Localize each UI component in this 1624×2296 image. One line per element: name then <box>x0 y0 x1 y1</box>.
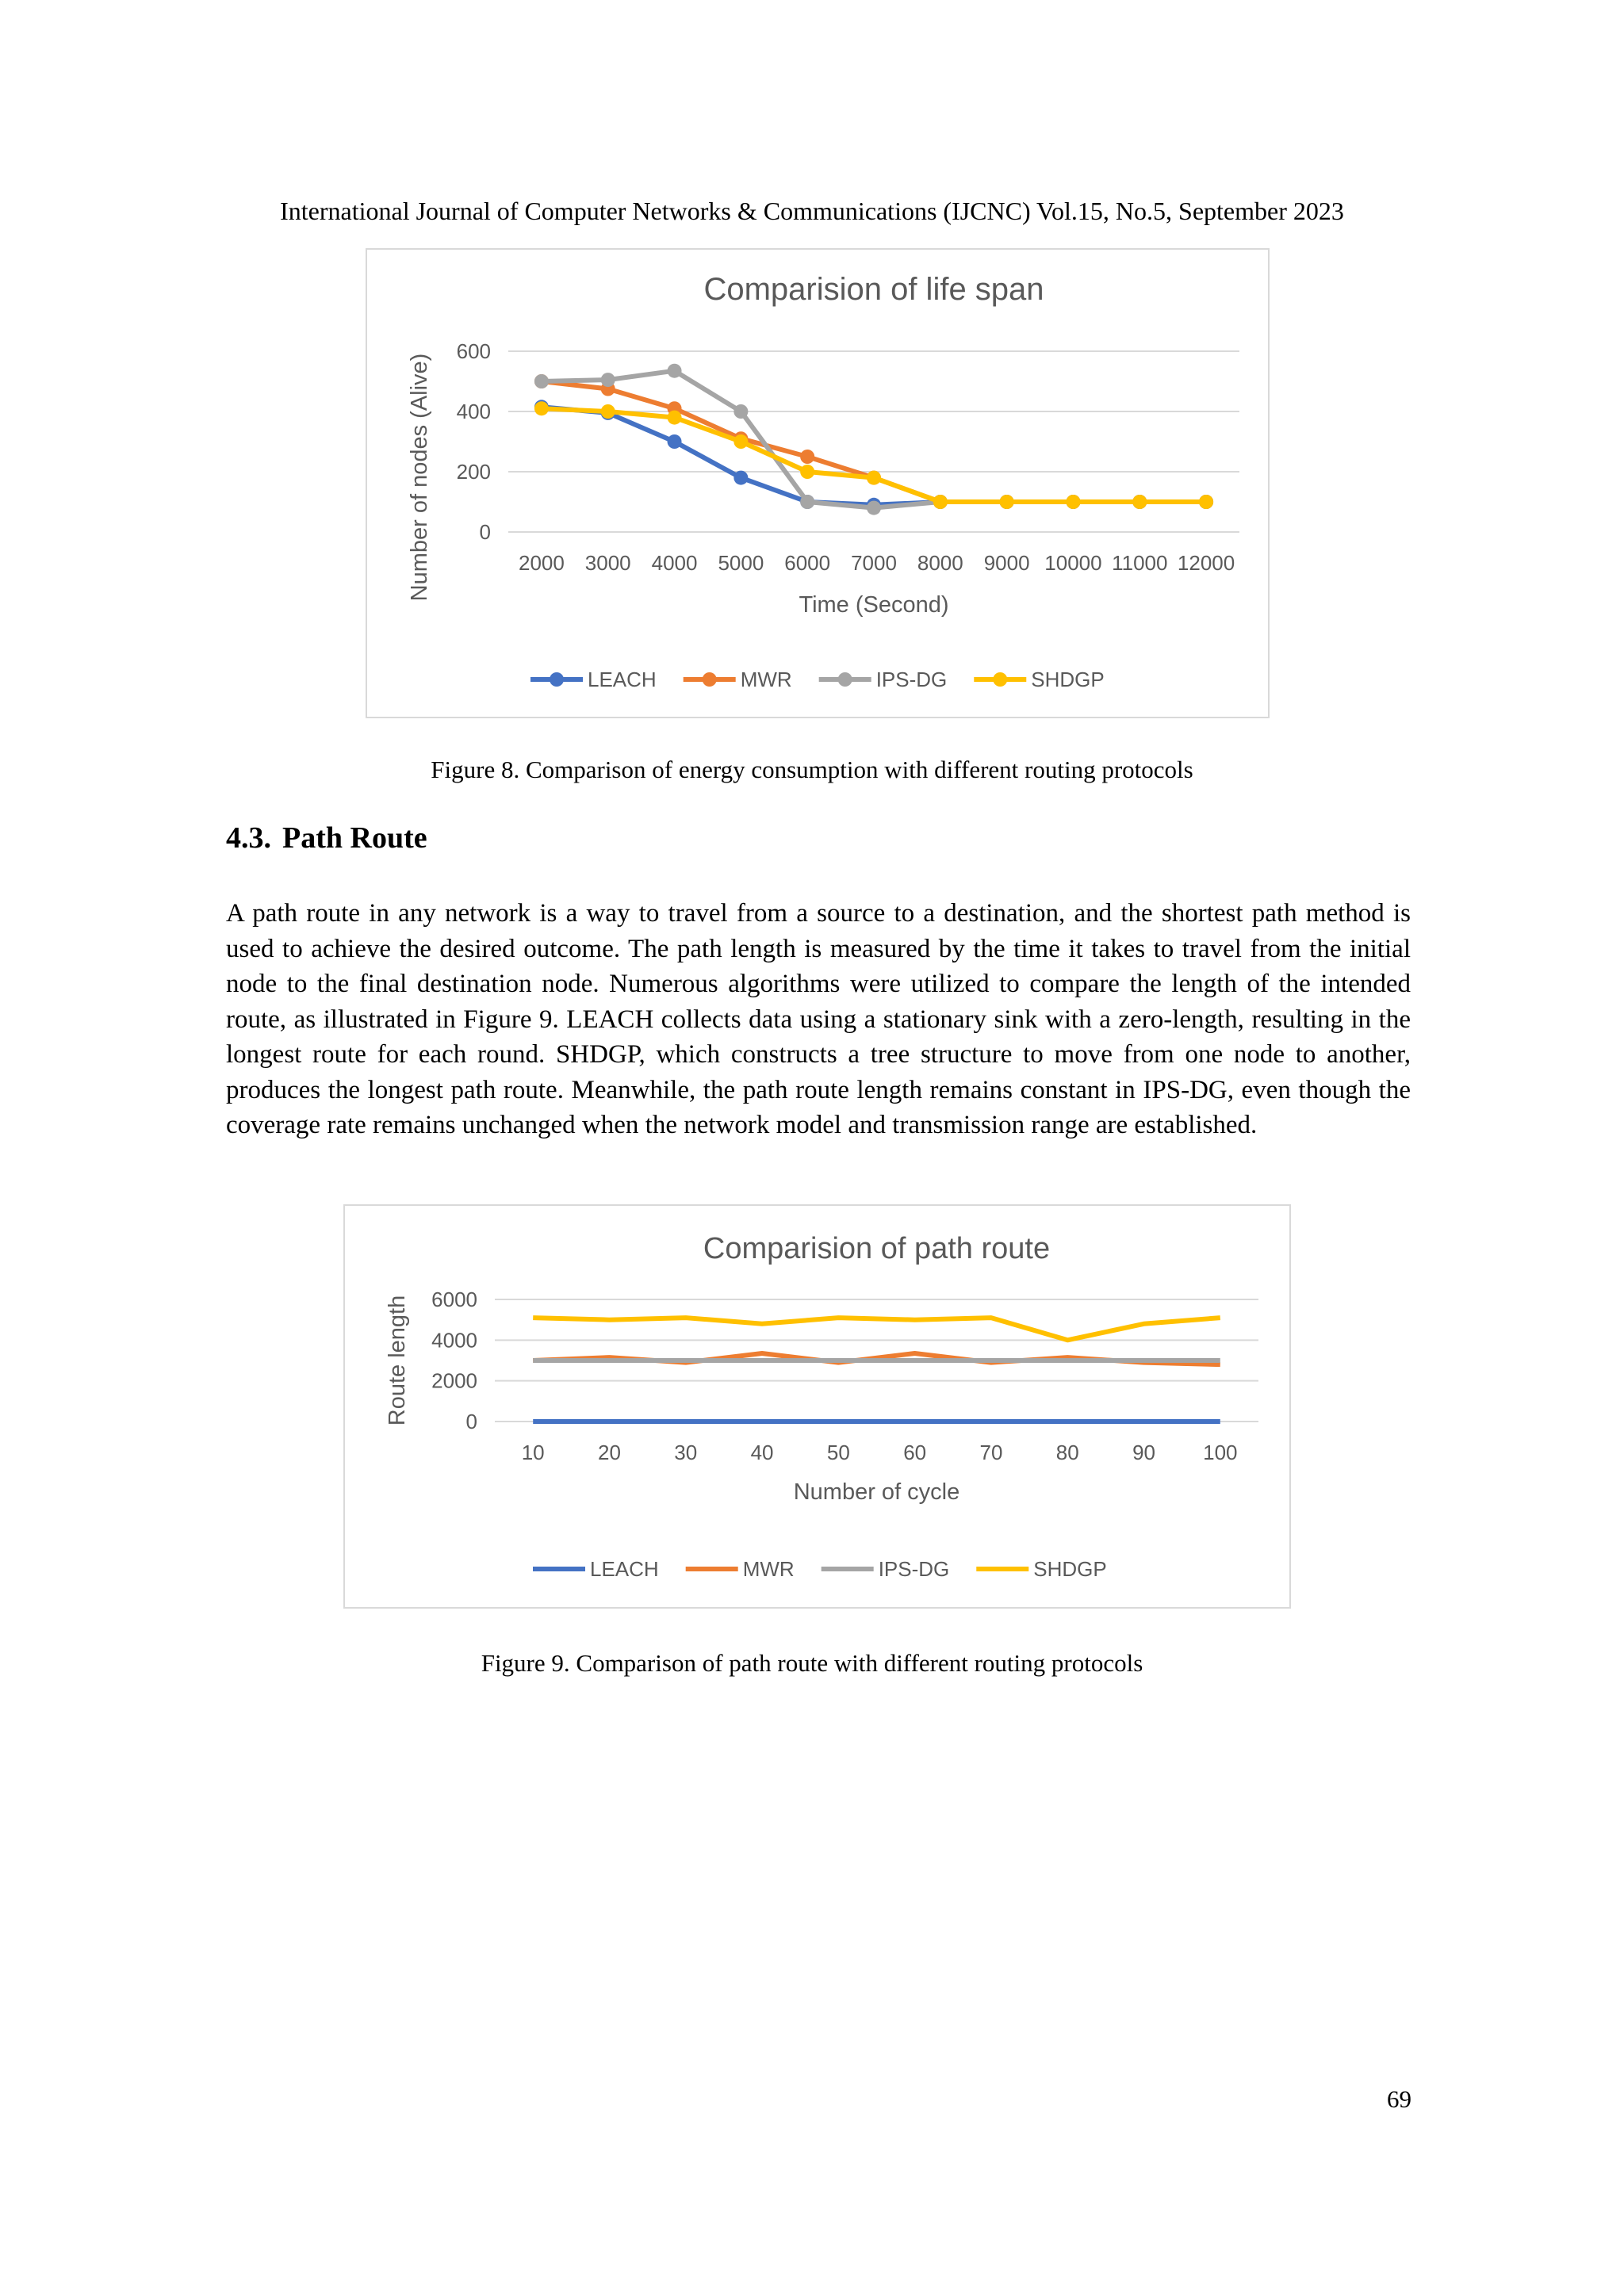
legend-marker <box>993 672 1007 687</box>
y-tick-label: 6000 <box>431 1288 477 1311</box>
data-point <box>1066 495 1080 509</box>
y-axis-label: Number of nodes (Alive) <box>407 353 432 602</box>
x-tick-label: 70 <box>979 1441 1003 1464</box>
data-point <box>668 411 682 425</box>
y-tick-label: 4000 <box>431 1328 477 1353</box>
data-point <box>867 471 881 485</box>
x-tick-label: 12000 <box>1177 551 1235 575</box>
y-tick-label: 0 <box>465 1410 477 1433</box>
x-axis-label: Time (Second) <box>799 592 949 618</box>
journal-header: International Journal of Computer Networks & Communications (IJCNC) Vol.15, No.5, September 2023 <box>280 197 1344 225</box>
section-title: Path Route <box>282 821 427 855</box>
legend-label: LEACH <box>588 668 657 691</box>
legend-label: MWR <box>740 668 792 691</box>
x-tick-label: 8000 <box>917 551 963 575</box>
x-tick-label: 10000 <box>1044 551 1102 575</box>
series-line-shdgp <box>542 408 1206 502</box>
x-axis-label: Number of cycle <box>793 1479 960 1505</box>
section-heading <box>226 821 427 855</box>
legend-label: IPS-DG <box>875 668 948 691</box>
data-point <box>800 465 814 479</box>
x-tick-label: 7000 <box>851 551 897 575</box>
path-route-chart-svg <box>345 1206 1289 1607</box>
x-tick-label: 2000 <box>518 551 565 575</box>
y-axis-label: Route length <box>385 1295 410 1426</box>
y-tick-label: 2000 <box>431 1368 477 1393</box>
data-point <box>601 373 615 387</box>
data-point <box>733 434 748 449</box>
data-point <box>601 404 615 419</box>
x-tick-label: 80 <box>1055 1441 1079 1464</box>
life-span-chart-svg <box>367 250 1268 717</box>
x-tick-label: 3000 <box>584 551 631 575</box>
legend-label: LEACH <box>590 1557 659 1581</box>
chart-title: Comparision of life span <box>703 272 1044 307</box>
data-point <box>668 364 682 378</box>
x-tick-label: 6000 <box>784 551 831 575</box>
data-point <box>534 374 549 388</box>
page-number: 69 <box>1387 2085 1411 2113</box>
x-tick-label: 4000 <box>651 551 698 575</box>
series-line-leach <box>542 407 1206 505</box>
x-tick-label: 30 <box>674 1441 698 1464</box>
data-point <box>867 501 881 515</box>
x-tick-label: 100 <box>1203 1441 1238 1464</box>
figure-9-caption: Figure 9. Comparison of path route with different routing protocols <box>481 1649 1143 1677</box>
x-tick-label: 60 <box>903 1441 927 1464</box>
data-point <box>733 404 748 419</box>
legend-marker <box>703 672 717 687</box>
x-tick-label: 50 <box>826 1441 850 1464</box>
section-number: 4.3. <box>226 821 271 855</box>
path-route-chart <box>343 1204 1291 1609</box>
y-tick-label: 600 <box>456 339 491 363</box>
x-tick-label: 5000 <box>718 551 764 575</box>
data-point <box>800 495 814 509</box>
data-point <box>800 450 814 464</box>
data-point <box>733 471 748 485</box>
legend-label: MWR <box>742 1557 795 1581</box>
data-point <box>1132 495 1147 509</box>
life-span-chart <box>366 248 1270 718</box>
x-tick-label: 40 <box>750 1441 774 1464</box>
legend-label: IPS-DG <box>878 1557 950 1581</box>
x-tick-label: 20 <box>597 1441 621 1464</box>
chart-title: Comparision of path route <box>703 1232 1051 1265</box>
series-line-ips-dg <box>542 371 1206 508</box>
data-point <box>668 434 682 449</box>
data-point <box>534 401 549 415</box>
legend-label: SHDGP <box>1031 668 1105 691</box>
legend-marker <box>550 672 564 687</box>
legend-label: SHDGP <box>1033 1557 1107 1581</box>
data-point <box>933 495 948 509</box>
data-point <box>1199 495 1213 509</box>
figure-8-caption: Figure 8. Comparison of energy consumption with different routing protocols <box>431 756 1193 783</box>
body-paragraph: A path route in any network is a way to travel from a source to a destination, and the shortest path method is used to achieve the desired outcome. The path length is measured by the time it takes to travel from the initial node to the final destination node. Numerous algorithms were utilized to compare the length of the intended route, as illustrated in Figure 9. LEACH collects data using a stationary sink with a zero-length, resulting in the longest route for each round. SHDGP, which constructs a tree structure to move from one node to another, produces the longest path route. Meanwhile, the path route length remains constant in IPS-DG, even though the coverage rate remains unchanged when the network model and transmission range are established. <box>226 899 1411 1139</box>
y-tick-label: 0 <box>479 520 491 544</box>
x-tick-label: 9000 <box>983 551 1030 575</box>
y-tick-label: 400 <box>456 400 491 423</box>
x-tick-label: 11000 <box>1112 551 1168 575</box>
y-tick-label: 200 <box>456 460 491 484</box>
x-tick-label: 10 <box>521 1441 545 1464</box>
data-point <box>1000 495 1014 509</box>
legend-marker <box>838 672 852 687</box>
x-tick-label: 90 <box>1132 1441 1156 1464</box>
series-line-shdgp <box>533 1318 1220 1340</box>
